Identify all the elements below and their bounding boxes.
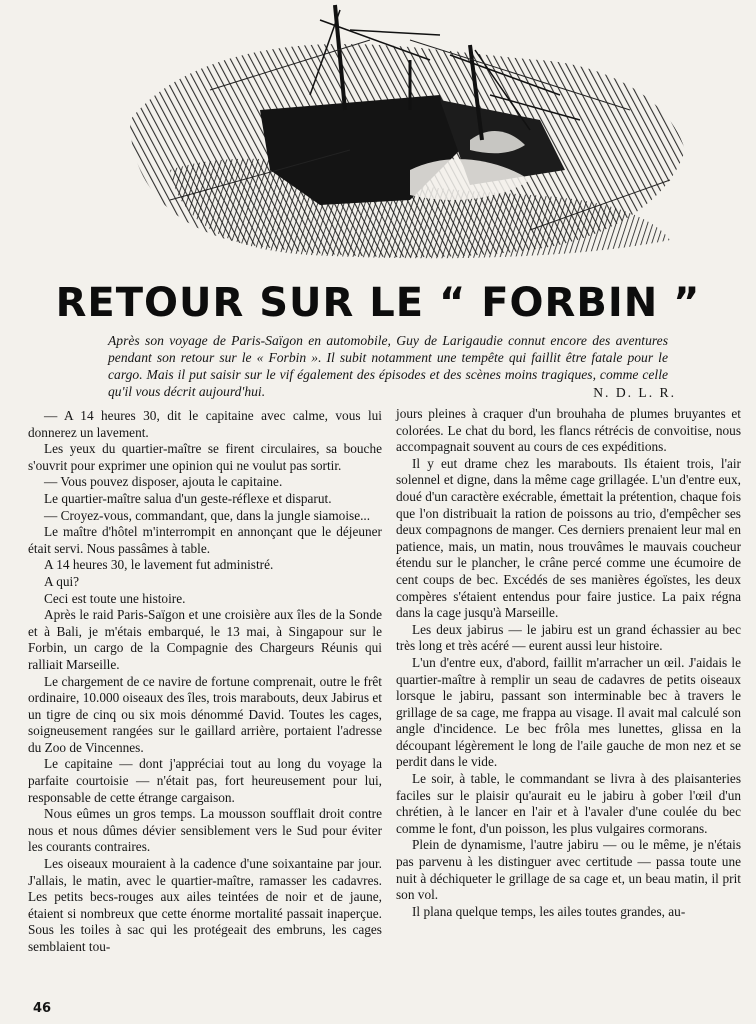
paragraph: L'un d'entre eux, d'abord, faillit m'arracher un œil. J'aidais le quartier-maître à remplir un seau de cadavres de petits oiseaux lorsque le jabiru, passant son interminable bec à travers le grillage de sa cage, me frappa au visage. Il avait mal calculé son angle d'incidence. Le bec frôla mes lunettes, glissa en la découpant légèrement le long de l'aile gauche de mon nez et se perdit dans le vide. [396, 654, 741, 770]
paragraph: Ceci est toute une histoire. [44, 590, 186, 606]
paragraph: Le quartier-maître salua d'un geste-réflexe et disparut. [44, 490, 332, 506]
editor-signature: N. D. L. R. [593, 385, 676, 400]
paragraph: Il y eut drame chez les marabouts. Ils étaient trois, l'air solennel et digne, dans la même cage grillagée. L'un d'entre eux, doué d'un caractère exécrable, émettait la prétention, chaque fois que l'on distribuait la ration de poissons au trio, d'empêcher ses deux compagnons de manger. Ces derniers prenaient leur mal en patience, mais, un matin, nous trouvâmes le mauvais coucheur étendu sur le plancher, le crâne percé comme une écumoire de cent coups de bec. Excédés de ses manières égoïstes, les deux compères s'étaient entendus pour faire justice. La paix régna dans la cage jusqu'à Marseille. [396, 455, 741, 621]
paragraph: Le maître d'hôtel m'interrompit en annonçant que le déjeuner était servi. Nous passâmes à table. [28, 524, 382, 556]
paragraph: Les yeux du quartier-maître se firent circulaires, sa bouche s'ouvrit pour exprimer une opinion qui ne voulut pas sortir. [28, 441, 382, 473]
paragraph: A qui? [44, 573, 80, 589]
paragraph: Le chargement de ce navire de fortune comprenait, outre le frêt ordinaire, 10.000 oiseaux des îles, trois marabouts, deux Jabirus et un tigre de cinq ou six mois dénommé David. Toutes les cages, soigneusement rangées sur le gaillard arrière, portaient l'adresse du Zoo de Vincennes. [28, 673, 382, 755]
paragraph: Il plana quelque temps, les ailes toutes grandes, au- [412, 903, 686, 919]
paragraph: jours pleines à craquer d'un brouhaha de plumes bruyantes et colorées. Le chat du bord, les flancs rétrécis de convoitise, nous accompagnait souvent au cours de ces expéditions. [396, 406, 741, 455]
paragraph: Après le raid Paris-Saïgon et une croisière aux îles de la Sonde et à Bali, je m'étais embarqué, le 13 mai, à Singapour sur le Forbin, un cargo de la Compagnie des Chargeurs Réunis qui ralliait Marseille. [28, 607, 382, 672]
left-column [28, 408, 382, 956]
article-intro [108, 332, 676, 400]
paragraph: A 14 heures 30, le lavement fut administré. [44, 557, 274, 573]
paragraph: — Vous pouvez disposer, ajouta le capitaine. [44, 474, 283, 490]
right-column [396, 406, 741, 920]
article-title: RETOUR SUR LE “ FORBIN ” [55, 280, 701, 326]
paragraph: — A 14 heures 30, dit le capitaine avec calme, vous lui donnerez un lavement. [28, 408, 382, 440]
paragraph: Le soir, à table, le commandant se livra à des plaisanteries faciles sur le plaisir qu'aurait eu le jabiru à gober l'œil d'un chrétien, à le lancer en l'air et à l'avaler d'une coulée du bec comme le font, d'un poisson, les plus vulgaires cormorans. [396, 771, 741, 836]
paragraph: Les deux jabirus — le jabiru est un grand échassier au bec très long et très acéré — eurent aussi leur histoire. [396, 621, 741, 654]
paragraph: — Croyez-vous, commandant, que, dans la jungle siamoise... [44, 507, 371, 523]
paragraph: Le capitaine — dont j'appréciai tout au long du voyage la parfaite courtoisie — n'était pas, fort heureusement pour lui, responsable de cette étrange cargaison. [28, 756, 382, 805]
paragraph: Plein de dynamisme, l'autre jabiru — ou le même, je n'étais pas parvenu à les distinguer avec certitude — passa toute une nuit à déchiqueter le grillage de sa cage et, un beau matin, il prit son vol. [396, 837, 741, 903]
paragraph: Nous eûmes un gros temps. La mousson soufflait droit contre nous et nous dûmes dévier sensiblement vers le Sud pour éviter les courants contraires. [28, 806, 382, 855]
intro-text: Après son voyage de Paris-Saïgon en automobile, Guy de Larigaudie connut encore des aventures pendant son retour sur le « Forbin ». Il subit notamment une tempête qui faillit être fatale pour le cargo. Mais il put saisir sur le vif également des épisodes et des scènes moins tragiques, comme celle qu'il vous décrit aujourd'hui. [108, 333, 668, 399]
page-number: 46 [33, 1001, 52, 1016]
ship-storm-illustration [110, 0, 690, 270]
paragraph: Les oiseaux mouraient à la cadence d'une soixantaine par jour. J'allais, le matin, avec le quartier-maître, ramasser les cadavres. Les petits becs-rouges aux ailes teintées de noir et de jaune, étaient si nombreux que cette énorme mortalité passait inaperçue. Sous les toiles à sac qui les protégeait des embruns, les cages semblaient tou- [28, 856, 382, 954]
